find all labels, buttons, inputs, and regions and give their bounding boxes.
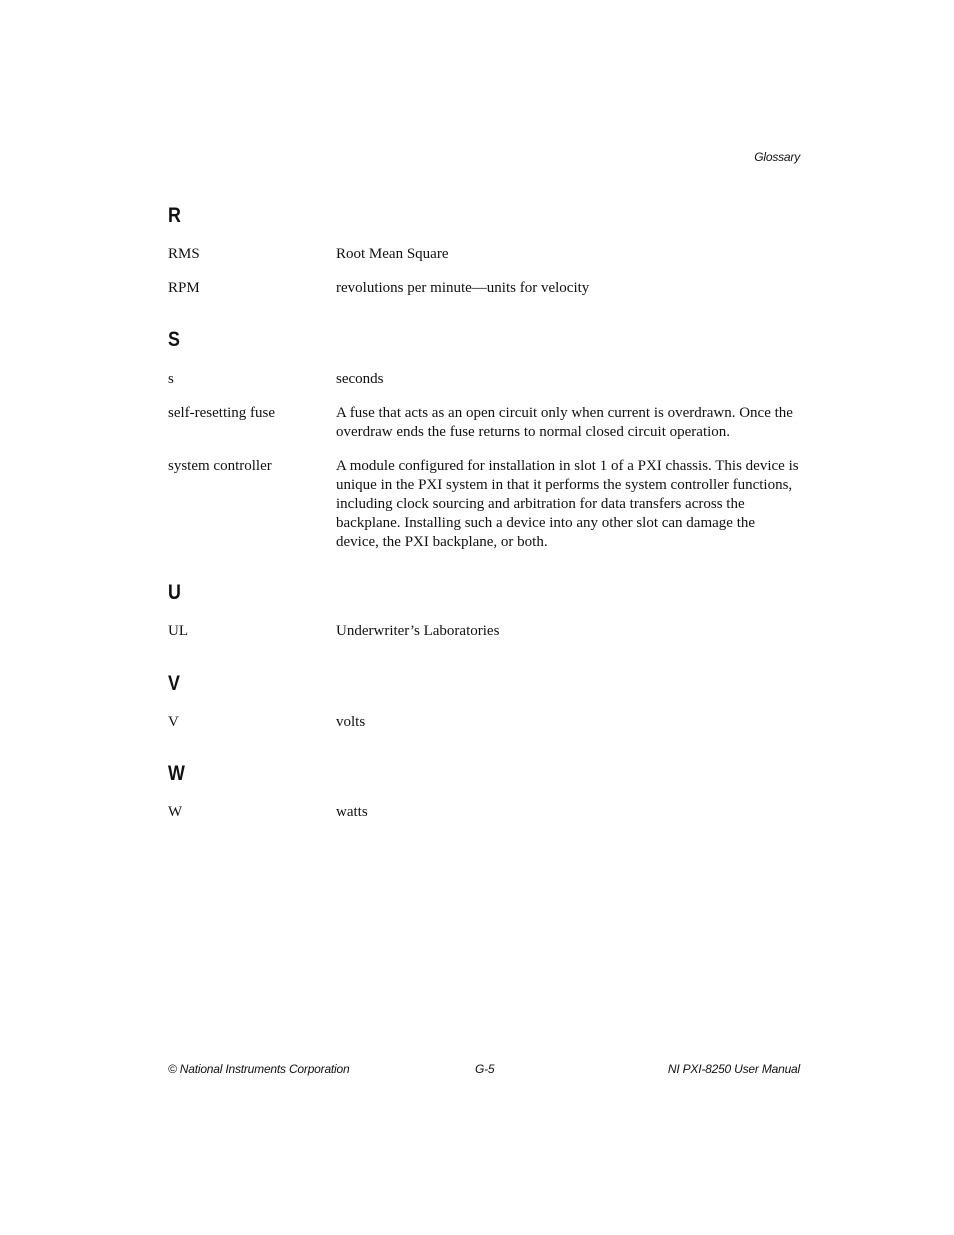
- glossary-term: RPM: [168, 280, 200, 296]
- glossary-term: UL: [168, 623, 188, 639]
- section-letter: W: [168, 762, 185, 785]
- section-letter: U: [168, 581, 181, 604]
- running-header: Glossary: [754, 150, 800, 164]
- glossary-section-w: [168, 762, 808, 822]
- glossary-term: system controller: [168, 458, 272, 474]
- footer-manual-title: NI PXI-8250 User Manual: [667, 1062, 800, 1076]
- glossary-section-s: [168, 328, 808, 552]
- glossary-definition: A fuse that acts as an open circuit only when current is overdrawn. Once the overdraw ends the fuse returns to normal closed circuit operation.: [336, 405, 793, 440]
- section-letter: R: [168, 204, 181, 227]
- glossary-section-v: [168, 672, 808, 732]
- glossary-entry: [168, 803, 808, 822]
- glossary-definition: revolutions per minute—units for velocity: [336, 280, 590, 296]
- glossary-section-r: [168, 204, 808, 298]
- glossary-definition: Root Mean Square: [336, 246, 449, 262]
- glossary-entry: [168, 370, 808, 389]
- glossary-entry: [168, 622, 808, 641]
- glossary-term: W: [168, 804, 183, 820]
- glossary-term: s: [168, 371, 174, 387]
- glossary-definition: volts: [336, 714, 366, 730]
- glossary-entry: [168, 404, 808, 442]
- glossary-entry: [168, 279, 808, 298]
- glossary-entry: [168, 457, 808, 552]
- page-footer: [168, 1062, 800, 1078]
- glossary-entry: [168, 245, 808, 264]
- glossary-definition: A module configured for installation in slot 1 of a PXI chassis. This device is unique in the PXI system in that it performs the system controller functions, including clock sourcing and arbitration for data transfers across the backplane. Installing such a device into any other slot can damage the device, the PXI backplane, or both.: [336, 458, 799, 550]
- glossary-definition: Underwriter’s Laboratories: [336, 623, 500, 639]
- glossary-definition: watts: [336, 804, 368, 820]
- glossary-entry: [168, 713, 808, 732]
- glossary-term: self-resetting fuse: [168, 405, 276, 421]
- glossary-section-u: [168, 581, 808, 641]
- section-letter: S: [168, 328, 180, 351]
- section-letter: V: [168, 672, 180, 695]
- footer-copyright: © National Instruments Corporation: [168, 1062, 350, 1076]
- footer-page-number: G-5: [475, 1062, 495, 1076]
- glossary-term: V: [168, 714, 179, 730]
- glossary-definition: seconds: [336, 371, 384, 387]
- glossary-term: RMS: [168, 246, 200, 262]
